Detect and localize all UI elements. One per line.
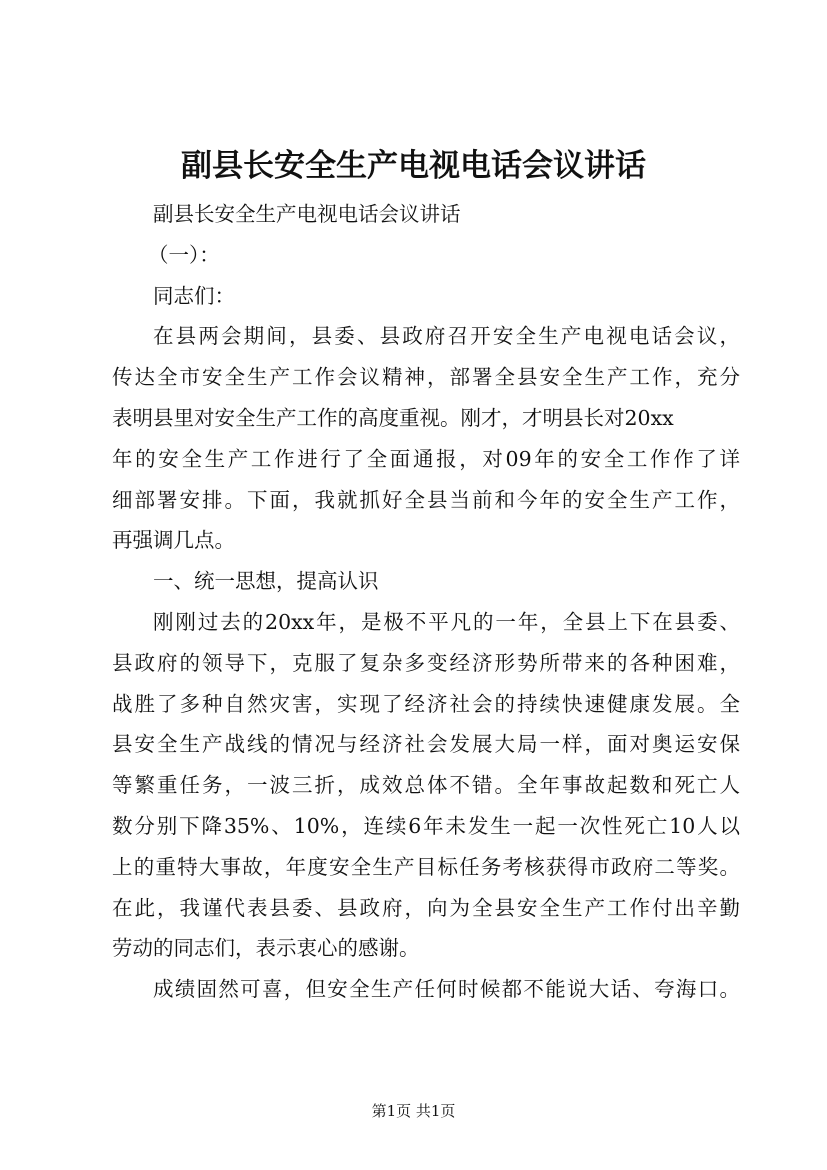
page-footer: 第1页 共1页	[371, 1102, 456, 1120]
paragraph-line: 传达全市安全生产工作会议精神，部署全县安全生产工作，充分	[112, 365, 740, 390]
section-heading: 一、统一思想，提高认识	[153, 569, 379, 594]
paragraph-line: 县安全生产战线的情况与经济社会发展大局一样，面对奥运安保	[112, 732, 740, 757]
paragraph-line: 上的重特大事故，年度安全生产目标任务考核获得市政府二等奖。	[112, 854, 740, 879]
paragraph-line: 在此，我谨代表县委、县政府，向为全县安全生产工作付出辛勤	[112, 895, 740, 920]
document-body	[112, 194, 740, 1010]
paragraph-line: 再强调几点。	[112, 528, 235, 553]
section-number-line: （一）：	[148, 242, 220, 267]
paragraph-line: 年的安全生产工作进行了全面通报，对09年的安全工作作了详	[112, 446, 740, 471]
paragraph-line: 数分别下降35%、10%，连续6年未发生一起一次性死亡10人以	[112, 813, 740, 838]
paragraph-line: 刚刚过去的20xx年，是极不平凡的一年，全县上下在县委、	[153, 609, 740, 634]
subtitle-line: 副县长安全生产电视电话会议讲话	[153, 202, 461, 226]
paragraph-line: 在县两会期间，县委、县政府召开安全生产电视电话会议，	[153, 324, 740, 349]
paragraph-line: 成绩固然可喜，但安全生产任何时候都不能说大话、夸海口。	[153, 977, 740, 1002]
paragraph-line: 等繁重任务，一波三折，成效总体不错。全年事故起数和死亡人	[112, 773, 740, 798]
paragraph-line: 县政府的领导下，克服了复杂多变经济形势所带来的各种困难，	[112, 650, 740, 675]
paragraph-line: 表明县里对安全生产工作的高度重视。刚才，才明县长对20xx	[112, 405, 674, 430]
salutation-line: 同志们：	[153, 283, 235, 308]
document-title: 副县长安全生产电视电话会议讲话	[181, 148, 646, 184]
paragraph-line: 战胜了多种自然灾害，实现了经济社会的持续快速健康发展。全	[112, 691, 740, 716]
paragraph-line: 劳动的同志们，表示衷心的感谢。	[112, 936, 420, 961]
paragraph-line: 细部署安排。下面，我就抓好全县当前和今年的安全生产工作，	[112, 487, 740, 512]
